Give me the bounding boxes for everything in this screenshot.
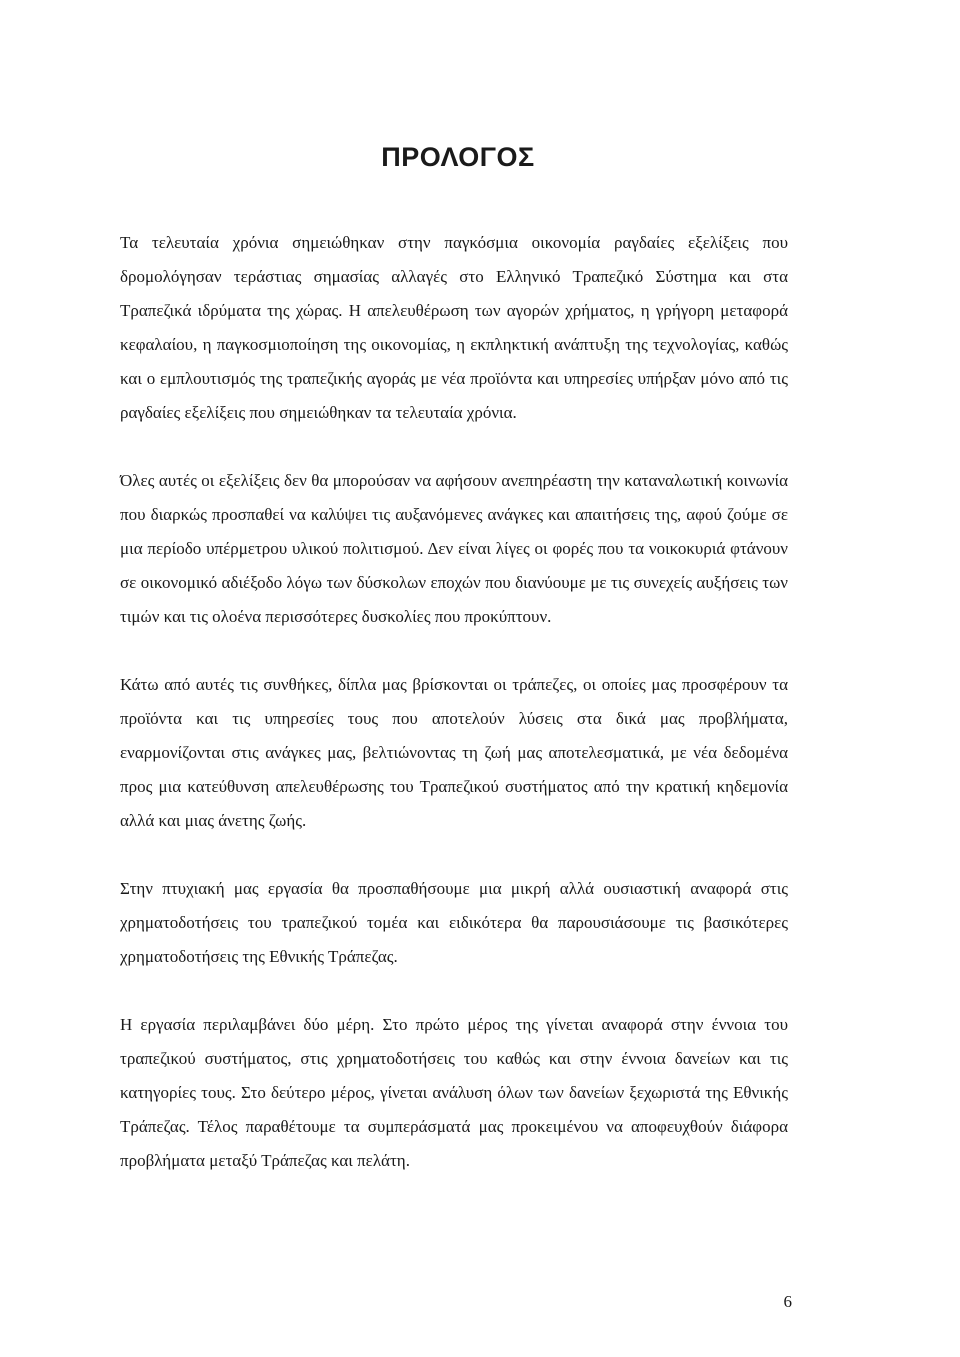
paragraph-1: Τα τελευταία χρόνια σημειώθηκαν στην παγκόσμια οικονομία ραγδαίες εξελίξεις που δρομολόγησαν τεράστιας σημασίας αλλαγές στο Ελληνικό Τραπεζικό Σύστημα και στα Τραπεζικά ιδρύματα της χώρας. Η απελευθέρωση των αγορών χρήματος, η γρήγορη μεταφορά κεφαλαίου, η παγκοσμιοποίηση της οικονομίας, η εκπληκτική ανάπτυξη της τεχνολογίας, καθώς και ο εμπλουτισμός της τραπεζικής αγοράς με νέα προϊόντα και υπηρεσίες υπήρξαν μόνο από τις ραγδαίες εξελίξεις που σημειώθηκαν τα τελευταία χρόνια. — [120, 233, 788, 422]
page-number: 6 — [783, 1292, 792, 1311]
body-text — [120, 226, 788, 1212]
paragraph-3: Κάτω από αυτές τις συνθήκες, δίπλα μας βρίσκονται οι τράπεζες, οι οποίες μας προσφέρουν τα προϊόντα και τις υπηρεσίες τους που αποτελούν λύσεις στα δικά μας προβλήματα, εναρμονίζονται στις ανάγκες μας, βελτιώνοντας τη ζωή μας αποτελεσματικά, με νέα δεδομένα προς μια κατεύθυνση απελευθέρωσης του Τραπεζικού συστήματος από την κρατική κηδεμονία αλλά και μιας άνετης ζωής. — [120, 675, 788, 830]
paragraph-2: Όλες αυτές οι εξελίξεις δεν θα μπορούσαν να αφήσουν ανεπηρέαστη την καταναλωτική κοινωνία που διαρκώς προσπαθεί να καλύψει τις αυξανόμενες ανάγκες και απαιτήσεις της, αφού ζούμε σε μια περίοδο υπέρμετρου υλικού πολιτισμού. Δεν είναι λίγες οι φορές που τα νοικοκυριά φτάνουν σε οικονομικό αδιέξοδο λόγω των δύσκολων εποχών που διανύουμε με τις συνεχείς αυξήσεις των τιμών και τις ολοένα περισσότερες δυσκολίες που προκύπτουν. — [120, 471, 788, 626]
paragraph-5: Η εργασία περιλαμβάνει δύο μέρη. Στο πρώτο μέρος της γίνεται αναφορά στην έννοια του τραπεζικού συστήματος, στις χρηματοδοτήσεις του καθώς και στην έννοια δανείων και τις κατηγορίες τους. Στο δεύτερο μέρος, γίνεται ανάλυση όλων των δανείων ξεχωριστά της Εθνικής Τράπεζας. Τέλος παραθέτουμε τα συμπεράσματά μας προκειμένου να αποφευχθούν διάφορα προβλήματα μεταξύ Τράπεζας και πελάτη. — [120, 1015, 788, 1170]
page-title: ΠΡΟΛΟΓΟΣ — [381, 142, 535, 172]
paragraph-4: Στην πτυχιακή μας εργασία θα προσπαθήσουμε μια μικρή αλλά ουσιαστική αναφορά στις χρηματοδοτήσεις του τραπεζικού τομέα και ειδικότερα θα παρουσιάσουμε τις βασικότερες χρηματοδοτήσεις της Εθνικής Τράπεζας. — [120, 879, 788, 966]
